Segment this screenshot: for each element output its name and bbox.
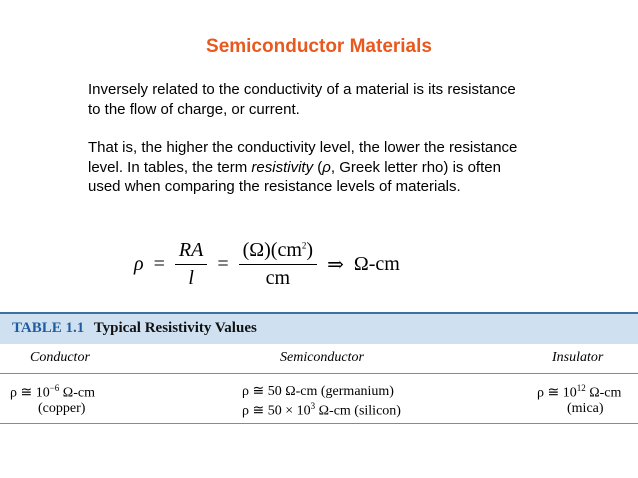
table-divider — [0, 373, 638, 374]
semiconductor-silicon — [242, 401, 401, 420]
insulator-value — [537, 383, 621, 402]
resistivity-term: resistivity — [251, 158, 314, 176]
column-header-conductor: Conductor — [30, 350, 90, 365]
paragraph-resistance-intro: Inversely related to the conductivity of a material is its resistance to the flow of charge, or current. — [88, 81, 516, 118]
insulator-prefix: ρ ≅ 10 — [537, 385, 577, 401]
table-title: Typical Resistivity Values — [93, 320, 257, 336]
formula-equals: = — [217, 252, 229, 275]
conductor-prefix: ρ ≅ 10 — [10, 385, 50, 401]
fraction-numerator — [239, 239, 317, 265]
table-bottom-rule — [0, 423, 638, 424]
insulator-material: (mica) — [567, 401, 604, 416]
silicon-suffix: Ω-cm (silicon) — [315, 403, 401, 419]
column-header-insulator: Insulator — [552, 350, 604, 365]
resistivity-formula — [134, 236, 400, 292]
fraction-units — [239, 239, 317, 290]
implies-arrow: ⇒ — [327, 253, 344, 276]
table-header-bar — [0, 312, 638, 344]
fraction-denominator: l — [188, 266, 194, 289]
paragraph-text: ( — [313, 158, 323, 176]
fraction-denominator: cm — [265, 266, 291, 289]
table-caption — [12, 320, 257, 337]
conductor-value — [10, 383, 95, 402]
table-label: TABLE 1.1 — [12, 320, 85, 336]
conductor-exponent: −6 — [49, 383, 60, 393]
conductor-material: (copper) — [38, 401, 86, 416]
paragraph-resistivity — [88, 138, 528, 197]
silicon-exponent: 3 — [310, 401, 316, 411]
fraction-ra-over-l — [175, 239, 207, 290]
insulator-unit: Ω-cm — [585, 385, 622, 401]
slide-title: Semiconductor Materials — [206, 36, 432, 57]
insulator-exponent: 12 — [576, 383, 586, 393]
rho-symbol: ρ — [322, 158, 331, 176]
units-exponent: 2 — [301, 239, 307, 250]
paragraph-text: That is, the higher the conductivity level, the lower the resistance level. In tables, the term — [88, 139, 518, 176]
conductor-unit: Ω-cm — [59, 385, 95, 401]
paragraph-text: , Greek letter rho) is often used when comparing the resistance levels of materials. — [88, 158, 501, 195]
silicon-prefix: ρ ≅ 50 × 10 — [242, 403, 311, 419]
fraction-numerator: RA — [175, 239, 207, 265]
semiconductor-germanium: ρ ≅ 50 Ω-cm (germanium) — [242, 384, 394, 399]
formula-rho: ρ — [134, 252, 144, 275]
units-text: ) — [306, 238, 314, 261]
formula-equals: = — [153, 252, 165, 275]
column-header-semiconductor: Semiconductor — [280, 350, 364, 365]
formula-result: Ω-cm — [353, 252, 400, 275]
units-text: (Ω)(cm — [242, 238, 302, 261]
